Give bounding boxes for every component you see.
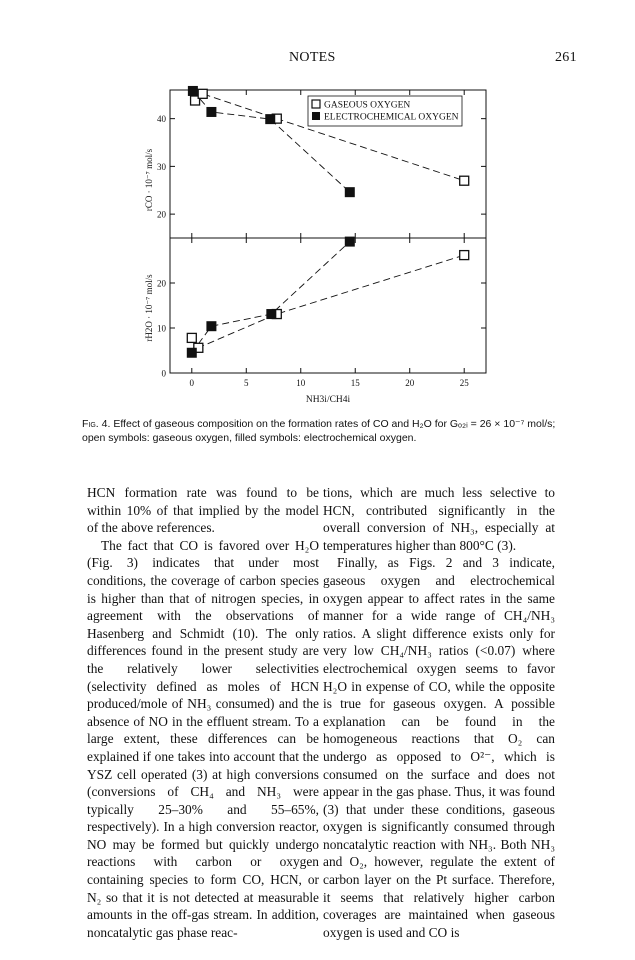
x-tick-label: 20 [405,378,415,388]
legend-label-gaseous: GASEOUS OXYGEN [324,100,411,111]
legend-label-electrochemical: ELECTROCHEMICAL OXYGEN [324,112,459,123]
data-point-filled [345,237,355,247]
plot-layer [157,86,486,388]
body-column-right [323,484,555,941]
y-tick-label: 0 [161,368,166,379]
x-tick-label: 10 [296,378,306,388]
caption-label: Fig. 4. [82,418,111,430]
series-line [192,242,350,353]
data-point-filled [206,321,216,331]
paragraph: The fact that CO is favored over H₂O (Fig. 3) indicates that under most conditions, the coverage of carbon species is higher than that of nitrogen species, in agreement with the observations of Hasenberg and Schmidt (10). The only differences found in the present study are the relatively lower selectivities (selectivity defined as moles of HCN produced/mole of NH₃ consumed) and the absence of NO in the effluent stream. To a large extent, these differences can be explained if one takes into account that the YSZ cell operated (3) at high conversions (conversions of CH₄ and NH₃ were typically 25–30% and 55–65%, respectively). In a high conversion reactor, NO may be formed but quickly undergo reactions with carbon or oxygen containing species to form CO, HCN, or N₂ so that it is not detected at measurable amounts in the off-gas stream. In addition, noncatalytic gas phase reac- [87,537,319,940]
y-tick-label: 30 [157,161,166,172]
bottom-y-axis-label: rH2O · 10⁻⁷ mol/s [144,274,154,342]
legend [308,96,462,126]
x-tick-label: 5 [244,378,249,388]
data-point-open [198,89,207,98]
data-point-open [460,251,469,260]
page-number: 261 [555,50,577,65]
x-tick-label: 0 [189,378,195,388]
body-column-left [87,484,319,941]
y-tick-label: 40 [157,114,166,125]
y-tick-label: 20 [157,209,166,220]
caption-text: Effect of gaseous composition on the formation rates of CO and H₂O for Gₒ₂ᵢ = 26 × 10⁻⁷ mol/s; open symbols: gaseous oxygen, filled symbols: electrochemical oxygen. [82,418,556,444]
legend-open-square-icon [312,100,320,108]
running-header: NOTES [289,50,336,65]
x-tick-label: 25 [459,378,469,388]
y-tick-label: 10 [157,323,166,334]
paragraph: tions, which are much less selective to HCN, contributed significantly in the overall conversion of NH₃, especially at temperatures higher than 800°C (3). [323,485,555,553]
series-line [192,255,464,348]
data-point-filled [266,309,276,319]
figure-caption [82,417,572,445]
data-point-filled [188,86,198,96]
data-point-open [187,333,196,342]
legend-filled-square-icon [312,112,320,120]
bottom-panel-frame [170,238,486,373]
x-axis-label: NH3i/CH4i [305,395,351,405]
paragraph: HCN formation rate was found to be within 10% of that implied by the model of the above references. [87,485,319,536]
figure-4 [130,80,500,405]
paragraph: Finally, as Figs. 2 and 3 indicate, gaseous oxygen and electrochemical oxygen appear to affect rates in the same manner for a wide range of CH₄/NH₃ ratios. A slight difference exists only for very low CH₄/NH₃ ratios (<0.07) where electrochemical oxygen seems to favor H₂O in expense of CO, while the opposite is true for gaseous oxygen. A possible explanation can be found in the homogeneous reactions that O₂ can undergo as opposed to O²⁻, which is consumed on the surface and does not appear in the gas phase. Thus, it was found (3) that under these conditions, gaseous oxygen is significantly consumed through noncatalytic reaction with NH₃. Both NH₃ and O₂, however, regulate the extent of carbon layer on the Pt surface. Therefore, it seems that relatively higher carbon coverages are maintained when gaseous oxygen is used and CO is [323,555,555,940]
top-y-axis-label: rCO · 10⁻⁷ mol/s [144,148,154,212]
data-point-open [460,176,469,185]
x-tick-label: 15 [350,378,360,388]
data-point-filled [206,107,216,117]
data-point-filled [345,187,355,197]
data-point-filled [187,348,197,358]
y-tick-label: 20 [157,278,166,289]
data-point-filled [265,114,275,124]
